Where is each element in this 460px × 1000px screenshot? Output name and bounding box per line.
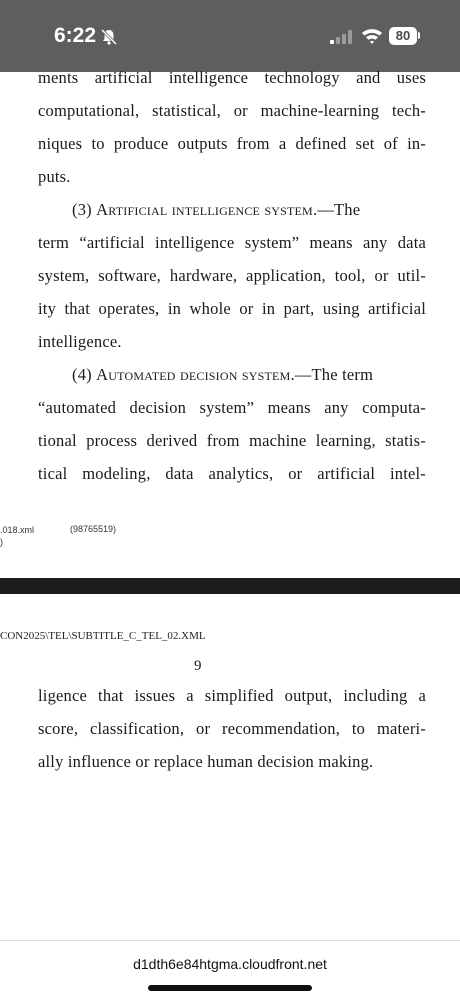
body-line: ligence that issues a simplified output, including a	[38, 686, 426, 705]
body-line: score, classification, or recommendation, to materi-	[38, 719, 426, 738]
section-4-title: Automated decision system	[96, 365, 291, 384]
section-3-lead: .—The	[312, 200, 361, 219]
body-line: term “artificial intelligence system” means any data	[38, 233, 426, 252]
page-break	[0, 578, 460, 594]
status-time: 6:22	[54, 24, 97, 47]
body-line: puts.	[38, 167, 71, 186]
section-4-heading	[72, 365, 426, 385]
section-4-lead: .—The term	[290, 365, 374, 384]
page-number: 9	[194, 658, 202, 674]
body-line: system, software, hardware, application, tool, or util-	[38, 266, 426, 285]
address-bar[interactable]: d1dth6e84htgma.cloudfront.net	[133, 956, 327, 972]
page-footer-file	[0, 524, 34, 548]
section-3-heading	[72, 200, 426, 220]
section-4-number: (4)	[72, 365, 92, 384]
footer-paren: )	[0, 537, 3, 547]
body-line: ments artificial intelligence technology and uses	[38, 68, 426, 87]
section-3-number: (3)	[72, 200, 92, 219]
body-line: computational, statistical, or machine-learning tech-	[38, 101, 426, 120]
wifi-icon	[361, 27, 383, 45]
status-bar	[0, 0, 460, 72]
body-line: tional process derived from machine learning, statis-	[38, 431, 426, 450]
section-3-title: Artificial intelligence system	[96, 200, 313, 219]
cellular-signal-icon	[330, 30, 354, 44]
bell-slash-icon	[100, 28, 118, 46]
body-line: niques to produce outputs from a defined set of in-	[38, 134, 426, 153]
body-line: intelligence.	[38, 332, 122, 351]
footer-filename: .018.xml	[0, 525, 35, 535]
body-line: ally influence or replace human decision making.	[38, 752, 374, 771]
footer-document-id: (98765519)	[70, 524, 117, 534]
toolbar-divider	[0, 940, 460, 941]
page-header-path: CON2025\TEL\SUBTITLE_C_TEL_02.XML	[0, 630, 206, 642]
body-line: “automated decision system” means any computa-	[38, 398, 426, 417]
battery-tip	[418, 32, 420, 39]
body-line: tical modeling, data analytics, or artificial intel-	[38, 464, 426, 483]
battery-indicator: 80	[389, 27, 417, 45]
home-indicator[interactable]	[148, 985, 312, 991]
body-line: ity that operates, in whole or in part, using artificial	[38, 299, 426, 318]
